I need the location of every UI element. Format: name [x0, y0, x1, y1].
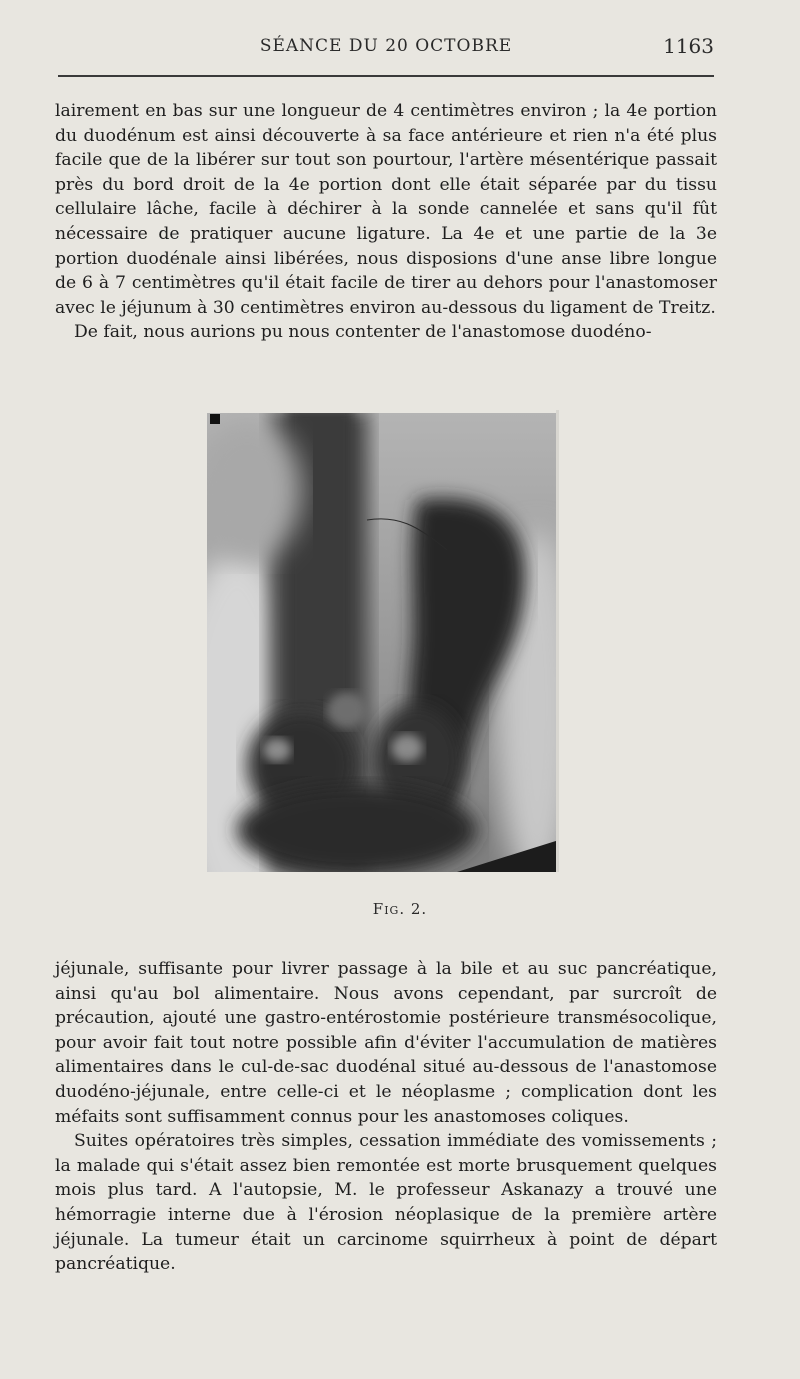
header-rule: [58, 75, 714, 77]
running-title: SÉANCE DU 20 OCTOBRE: [259, 36, 513, 56]
paragraph-continuation: lairement en bas sur une longueur de 4 centimètres environ ; la 4e portion du duodénum est ainsi découverte à sa face antérieure et rien n'a été plus facile que de la libérer sur tout son pourtour, l'artère mésentérique passait près du bord droit de la 4e portion dont elle était séparée par du tissu cellulaire lâche, facile à déchirer à la sonde cannelée et sans qu'il fût nécessaire de pratiquer aucune ligature. La 4e et une partie de la 3e portion duodénale ainsi libérées, nous disposions d'une anse libre longue de 6 à 7 centimètres qu'il était facile de tirer au dehors pour l'anastomoser avec le jéjunum à 30 centimètres environ au-dessous du ligament de Treitz.: [55, 101, 717, 318]
figure-caption-text: Fig. 2.: [372, 900, 428, 918]
figure-caption: [0, 900, 800, 918]
page-number: 1163: [663, 34, 714, 58]
running-head: [58, 36, 714, 62]
radiograph-image: [207, 410, 559, 872]
radiograph-figure: [207, 410, 559, 872]
paragraph-anastomose: De fait, nous aurions pu nous contenter de l'anastomose duodéno-: [74, 322, 652, 343]
text-block-top: [55, 99, 717, 345]
paragraph-suites: Suites opératoires très simples, cessation immédiate des vomissements ; la malade qui s'était assez bien remontée est morte brusquement quelques mois plus tard. A l'autopsie, M. le professeur Askanazy a trouvé une hémorragie interne due à l'érosion néoplasique de la première artère jéjunale. La tumeur était un carcinome squirrheux à point de départ pancréatique.: [55, 1131, 717, 1275]
paragraph-jejunale: jéjunale, suffisante pour livrer passage à la bile et au suc pancréatique, ainsi qu'au bol alimentaire. Nous avons cependant, par surcroît de précaution, ajouté une gastro-entérostomie postérieure transmésocolique, pour avoir fait tout notre possible afin d'éviter l'accumulation de matières alimentaires dans le cul-de-sac duodénal situé au-dessous de l'anastomose duodéno-jéjunale, entre celle-ci et le néoplasme ; complication dont les méfaits sont suffisamment connus pour les anastomoses coliques.: [55, 959, 717, 1127]
text-block-bottom: [55, 957, 717, 1277]
